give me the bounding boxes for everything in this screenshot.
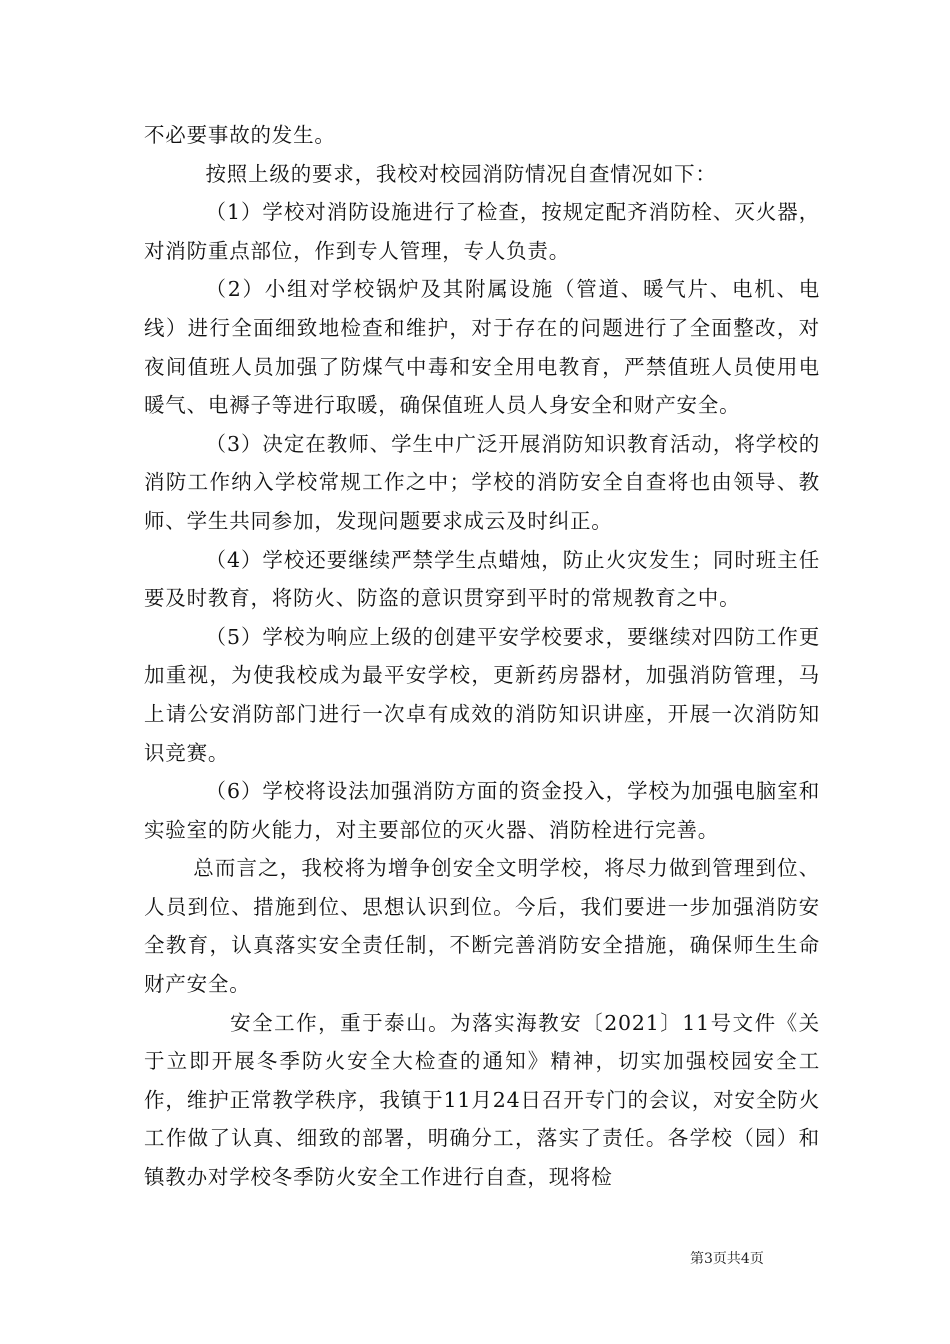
page-number: 第3页共4页	[690, 1251, 764, 1267]
paragraph-item-6: （6）学校将设法加强消防方面的资金投入，学校为加强电脑室和实验室的防火能力，对主要部位的灭火器、消防栓进行完善。	[144, 779, 820, 842]
document-body	[144, 116, 820, 1197]
paragraph-item-3: （3）决定在教师、学生中广泛开展消防知识教育活动，将学校的消防工作纳入学校常规工作之中；学校的消防安全自查将也由领导、教师、学生共同参加，发现问题要求成云及时纠正。	[144, 431, 820, 533]
paragraph-item-5: （5）学校为响应上级的创建平安学校要求，要继续对四防工作更加重视，为使我校成为最平安学校，更新药房器材，加强消防管理，马上请公安消防部门进行一次卓有成效的消防知识讲座，开展一次消防知识竞赛。	[144, 624, 820, 765]
paragraph-intro: 按照上级的要求，我校对校园消防情况自查情况如下：	[205, 161, 717, 186]
paragraph-item-4: （4）学校还要继续严禁学生点蜡烛，防止火灾发生；同时班主任要及时教育，将防火、防盗的意识贯穿到平时的常规教育之中。	[144, 547, 820, 611]
paragraph-continuation: 不必要事故的发生。	[144, 123, 336, 147]
paragraph-item-2: （2）小组对学校锅炉及其附属设施（管道、暖气片、电机、电线）进行全面细致地检查和维护，对于存在的问题进行了全面整改，对夜间值班人员加强了防煤气中毒和安全用电教育，严禁值班人员使用电暖气、电褥子等进行取暖，确保值班人员人身安全和财产安全。	[144, 277, 820, 418]
paragraph-summary: 总而言之，我校将为增争创安全文明学校，将尽力做到管理到位、人员到位、措施到位、思想认识到位。今后，我们要进一步加强消防安全教育，认真落实安全责任制，不断完善消防安全措施，确保师生生命财产安全。	[144, 856, 820, 997]
paragraph-safety-work: 安全工作，重于泰山。为落实海教安〔2021〕11号文件《关于立即开展冬季防火安全大检查的通知》精神，切实加强校园安全工作，维护正常教学秩序，我镇于11月24日召开专门的会议，对安全防火工作做了认真、细致的部署，明确分工，落实了责任。各学校（园）和镇教办对学校冬季防火安全工作进行自查，现将检	[144, 1010, 820, 1190]
paragraph-item-1: （1）学校对消防设施进行了检查，按规定配齐消防栓、灭火器，对消防重点部位，作到专人管理，专人负责。	[144, 200, 820, 263]
